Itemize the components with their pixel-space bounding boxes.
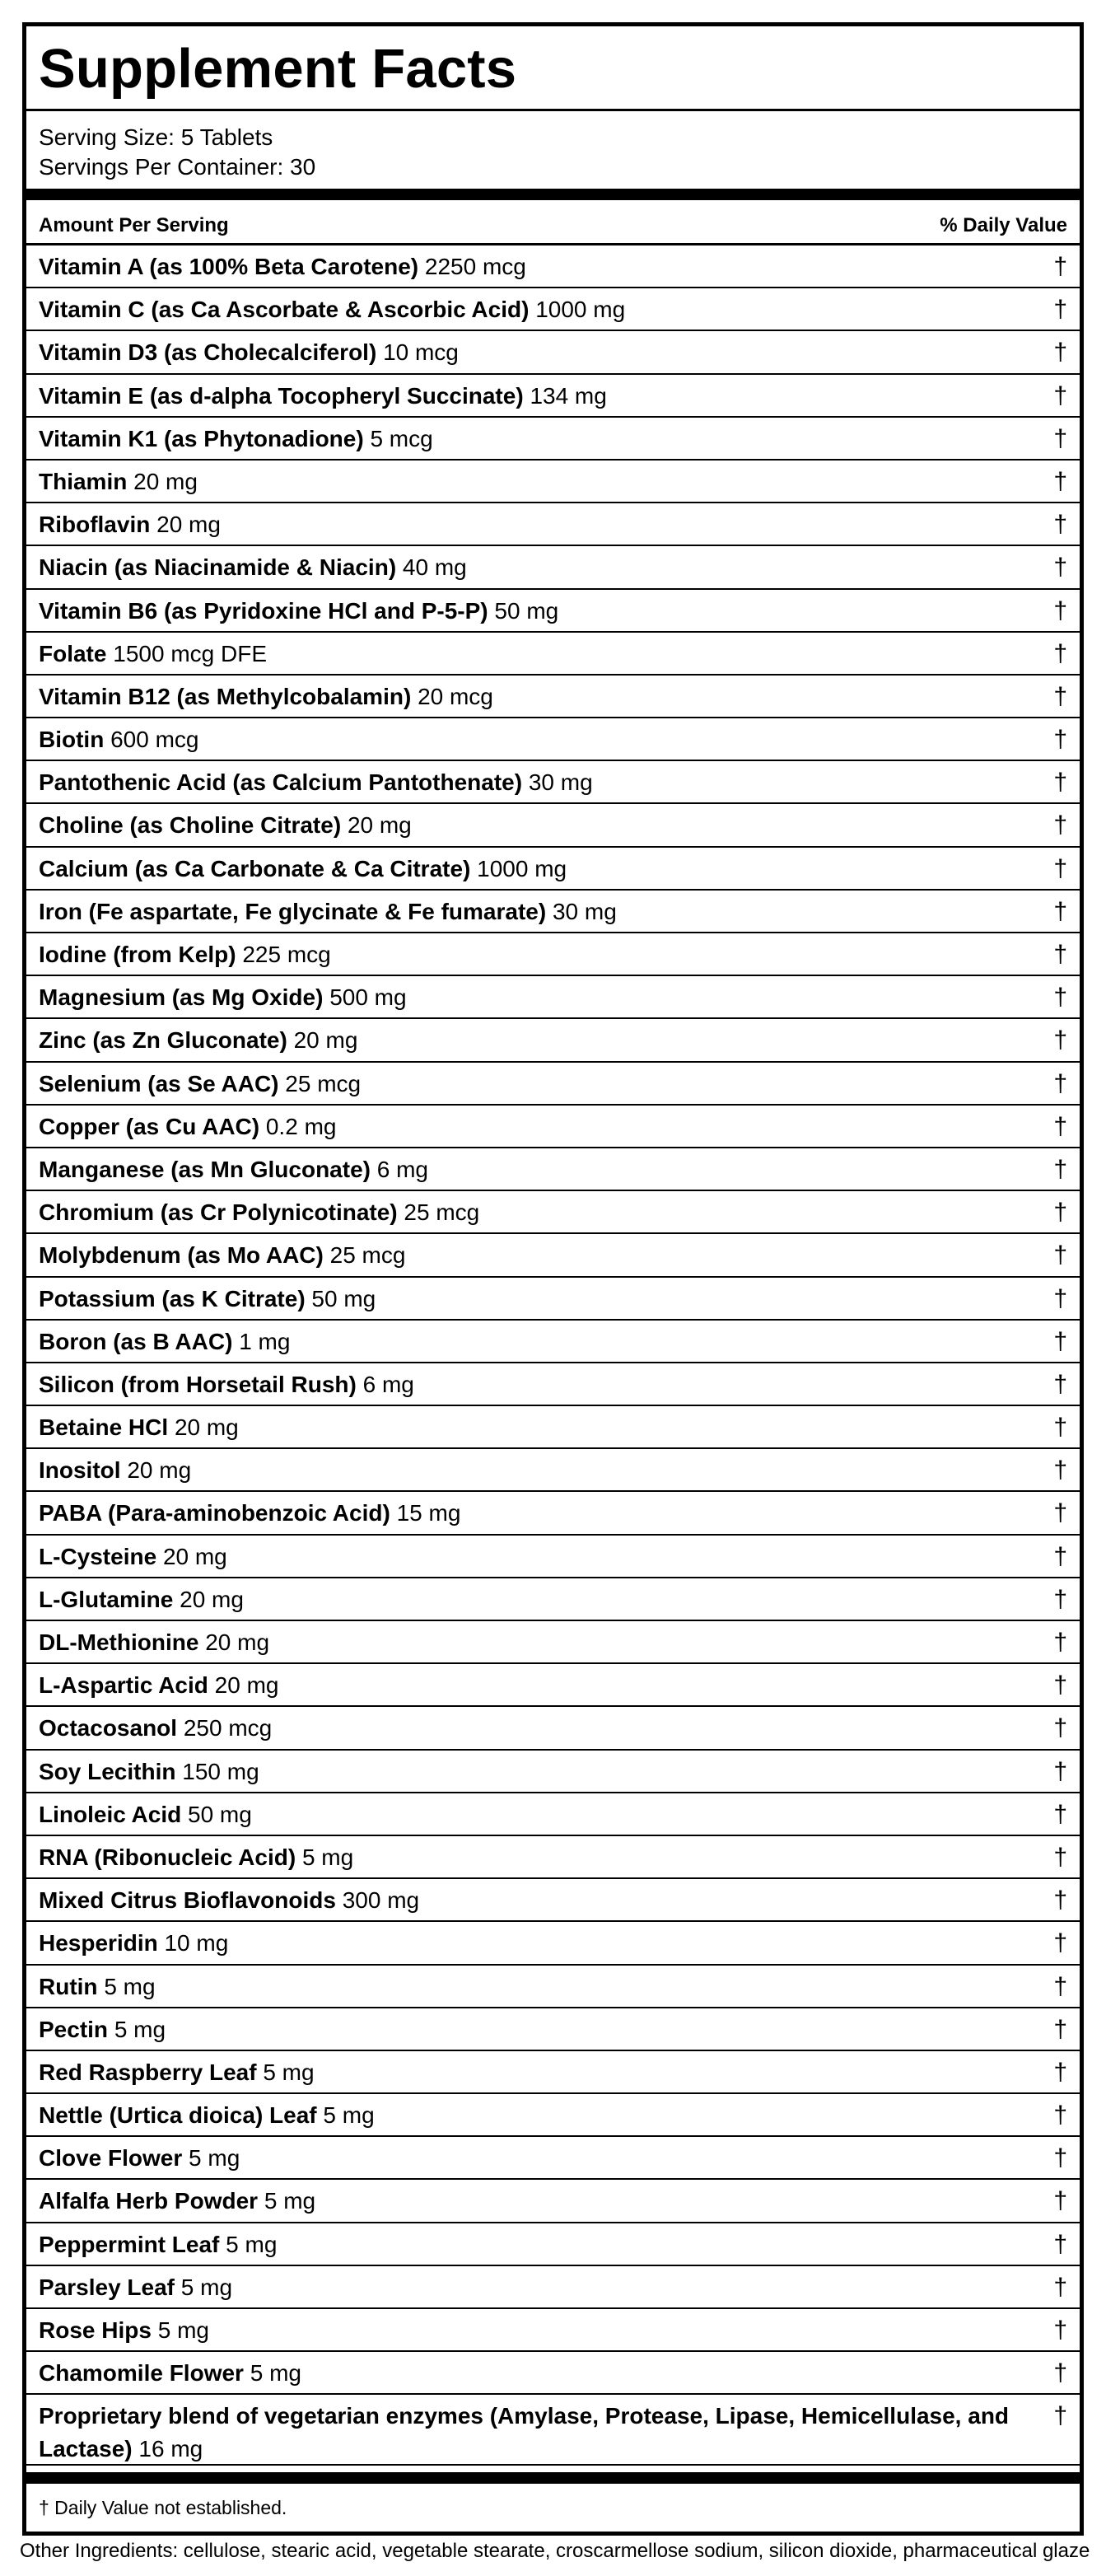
daily-value-dagger: † — [1053, 1069, 1067, 1097]
nutrient-name: Selenium (as Se AAC) — [39, 1070, 279, 1096]
nutrient-name: Octacosanol — [39, 1715, 178, 1741]
nutrient-row — [26, 2223, 1080, 2266]
daily-value-dagger: † — [1053, 1155, 1067, 1183]
nutrient-name: Silicon (from Horsetail Rush) — [39, 1371, 357, 1397]
nutrient-row — [26, 2137, 1080, 2180]
nutrient-amount: 25 mcg — [404, 1199, 480, 1226]
daily-value-dagger: † — [1053, 854, 1067, 882]
nutrient-text — [39, 1191, 479, 1234]
daily-value-dagger: † — [1053, 467, 1067, 495]
daily-value-dagger: † — [1053, 596, 1067, 624]
nutrient-amount: 1000 mg — [477, 855, 567, 881]
nutrient-text — [39, 2223, 277, 2266]
nutrient-text — [39, 503, 221, 546]
nutrient-name: Magnesium (as Mg Oxide) — [39, 984, 324, 1011]
daily-value-dagger: † — [1053, 1112, 1067, 1140]
nutrient-amount: 5 mg — [301, 1844, 354, 1870]
nutrient-text — [39, 1106, 336, 1148]
nutrient-name: Copper (as Cu AAC) — [39, 1113, 260, 1139]
nutrient-row — [26, 933, 1080, 976]
nutrient-row — [26, 1406, 1080, 1449]
nutrient-text — [39, 1234, 405, 1277]
nutrient-amount: 500 mg — [329, 984, 407, 1011]
nutrient-amount: 50 mg — [311, 1285, 376, 1311]
nutrient-amount: 20 mg — [156, 512, 221, 538]
nutrient-text — [39, 1621, 269, 1664]
daily-value-dagger: † — [1053, 2058, 1067, 2086]
nutrient-name: Linoleic Acid — [39, 1801, 182, 1827]
nutrient-amount: 250 mcg — [183, 1715, 273, 1741]
nutrient-name: Molybdenum (as Mo AAC) — [39, 1242, 324, 1269]
nutrient-text — [39, 1063, 361, 1106]
nutrient-amount: 5 mg — [180, 2274, 233, 2300]
daily-value-dagger: † — [1053, 726, 1067, 754]
nutrient-amount: 5 mg — [263, 2059, 315, 2085]
nutrient-amount: 40 mg — [402, 554, 467, 581]
nutrient-text — [39, 2094, 375, 2137]
daily-value-dagger: † — [1053, 1241, 1067, 1269]
nutrient-amount: 15 mg — [396, 1500, 461, 1526]
nutrient-text — [39, 1321, 290, 1363]
daily-value-dagger: † — [1053, 1886, 1067, 1914]
nutrient-name: Choline (as Choline Citrate) — [39, 812, 342, 839]
nutrient-amount: 2250 mcg — [424, 254, 526, 279]
daily-value-dagger: † — [1053, 2402, 1067, 2430]
nutrient-amount: 10 mcg — [383, 339, 459, 366]
daily-value-dagger: † — [1053, 296, 1067, 324]
nutrient-name: Manganese (as Mn Gluconate) — [39, 1156, 371, 1182]
nutrient-name: PABA (Para-aminobenzoic Acid) — [39, 1500, 390, 1526]
nutrient-name: L-Cysteine — [39, 1543, 157, 1569]
nutrient-amount: 0.2 mg — [265, 1113, 337, 1139]
nutrient-amount: 20 mg — [127, 1457, 192, 1484]
nutrient-row — [26, 1707, 1080, 1750]
daily-value-dagger: † — [1053, 2317, 1067, 2344]
nutrient-name: Calcium (as Ca Carbonate & Ca Citrate) — [39, 855, 471, 881]
nutrient-name: Vitamin C (as Ca Ascorbate & Ascorbic Acid) — [39, 297, 530, 323]
nutrient-row — [26, 1019, 1080, 1062]
nutrient-row — [26, 2266, 1080, 2309]
nutrient-row — [26, 331, 1080, 374]
nutrient-text — [39, 1793, 252, 1836]
nutrient-row — [26, 761, 1080, 804]
nutrient-amount: 600 mcg — [110, 727, 199, 753]
nutrient-amount: 6 mg — [376, 1156, 428, 1182]
nutrient-name: L-Aspartic Acid — [39, 1672, 208, 1699]
nutrient-amount: 25 mcg — [329, 1242, 406, 1269]
nutrient-amount: 150 mg — [182, 1758, 259, 1784]
nutrient-name: Peppermint Leaf — [39, 2231, 220, 2257]
nutrient-row — [26, 718, 1080, 761]
other-ingredients: Other Ingredients: cellulose, stearic acid, vegetable stearate, croscarmellose sodium, silicon dioxide, pharmaceutical glaze — [20, 2540, 1090, 2562]
nutrient-row — [26, 1966, 1080, 2008]
nutrient-amount: 5 mg — [323, 2102, 375, 2129]
nutrient-row — [26, 1106, 1080, 1148]
daily-value-dagger: † — [1053, 1972, 1067, 2000]
daily-value-dagger: † — [1053, 1327, 1067, 1355]
nutrient-text — [39, 1578, 244, 1621]
nutrient-text — [39, 2266, 232, 2309]
nutrient-text — [39, 288, 625, 331]
nutrient-text — [39, 1966, 156, 2008]
nutrient-row — [26, 2008, 1080, 2051]
daily-value-dagger: † — [1053, 1199, 1067, 1227]
daily-value-dagger: † — [1053, 2144, 1067, 2172]
nutrient-name: Vitamin B6 (as Pyridoxine HCl and P-5-P) — [39, 597, 488, 624]
daily-value-dagger: † — [1053, 769, 1067, 797]
nutrient-amount: 20 mg — [293, 1027, 358, 1054]
nutrient-name: Potassium (as K Citrate) — [39, 1285, 306, 1311]
nutrient-text — [39, 1278, 376, 1321]
nutrient-text — [39, 2180, 315, 2223]
nutrient-name: Rose Hips — [39, 2317, 152, 2343]
nutrient-row — [26, 245, 1080, 288]
daily-value-dagger: † — [1053, 639, 1067, 667]
nutrient-row — [26, 2180, 1080, 2223]
nutrient-text — [39, 1492, 460, 1535]
daily-value-dagger: † — [1053, 1843, 1067, 1871]
daily-value-dagger: † — [1053, 2187, 1067, 2215]
daily-value-dagger: † — [1053, 1026, 1067, 1054]
nutrient-name: Mixed Citrus Bioflavonoids — [39, 1887, 336, 1914]
nutrient-text — [39, 245, 526, 288]
nutrient-name: Vitamin K1 (as Phytonadione) — [39, 425, 364, 451]
nutrient-text — [39, 1148, 428, 1191]
nutrient-row — [26, 503, 1080, 546]
nutrient-amount: 20 mg — [347, 812, 412, 839]
nutrient-text — [39, 546, 467, 589]
nutrient-name: Riboflavin — [39, 512, 151, 538]
daily-value-dagger: † — [1053, 424, 1067, 452]
nutrient-text — [39, 2137, 240, 2180]
nutrient-row — [26, 2352, 1080, 2395]
daily-value-dagger: † — [1053, 2230, 1067, 2258]
nutrient-row — [26, 1836, 1080, 1879]
nutrient-name: Vitamin B12 (as Methylcobalamin) — [39, 683, 412, 709]
nutrient-name: Chamomile Flower — [39, 2360, 244, 2387]
daily-value-label: % Daily Value — [940, 214, 1067, 236]
nutrient-row — [26, 1148, 1080, 1191]
nutrient-amount: 20 mg — [162, 1543, 227, 1569]
nutrient-amount: 134 mg — [530, 382, 607, 409]
nutrient-row — [26, 2094, 1080, 2137]
nutrient-row — [26, 976, 1080, 1019]
nutrient-amount: 50 mg — [188, 1801, 252, 1827]
daily-value-dagger: † — [1053, 1414, 1067, 1442]
supplement-facts-panel — [22, 22, 1084, 2536]
column-header — [26, 200, 1080, 245]
daily-value-dagger: † — [1053, 2359, 1067, 2387]
nutrient-name: Niacin (as Niacinamide & Niacin) — [39, 554, 397, 581]
daily-value-dagger: † — [1053, 1714, 1067, 1742]
nutrient-text — [39, 891, 617, 933]
nutrient-text — [39, 2008, 166, 2051]
nutrient-name: Proprietary blend of vegetarian enzymes (Amylase, Protease, Lipase, Hemicellulase, and Lactase) — [39, 2403, 1010, 2462]
nutrient-row — [26, 590, 1080, 633]
nutrient-row — [26, 1278, 1080, 1321]
nutrient-amount: 30 mg — [528, 769, 593, 796]
nutrient-row — [26, 1449, 1080, 1492]
nutrient-row — [26, 891, 1080, 933]
daily-value-dagger: † — [1053, 253, 1067, 280]
thick-divider — [26, 189, 1080, 200]
nutrient-row — [26, 2395, 1080, 2466]
nutrient-row — [26, 418, 1080, 461]
divider — [26, 109, 1080, 111]
nutrient-row — [26, 546, 1080, 589]
nutrient-amount: 1500 mcg DFE — [113, 640, 267, 666]
daily-value-dagger: † — [1053, 897, 1067, 925]
daily-value-dagger: † — [1053, 511, 1067, 539]
nutrient-amount: 30 mg — [552, 898, 617, 924]
nutrient-text — [39, 2352, 301, 2395]
nutrient-name: Iodine (from Kelp) — [39, 942, 236, 967]
nutrient-row — [26, 1664, 1080, 1707]
daily-value-dagger: † — [1053, 1456, 1067, 1484]
nutrient-amount: 225 mcg — [242, 942, 331, 967]
nutrient-row — [26, 1751, 1080, 1793]
nutrient-row — [26, 804, 1080, 847]
daily-value-dagger: † — [1053, 2101, 1067, 2130]
nutrient-row — [26, 461, 1080, 503]
nutrient-amount: 300 mg — [342, 1887, 420, 1914]
nutrient-text — [39, 375, 607, 418]
nutrient-text — [39, 633, 267, 676]
nutrient-amount: 16 mg — [138, 2436, 203, 2462]
daily-value-dagger: † — [1053, 1370, 1067, 1398]
daily-value-dagger: † — [1053, 1585, 1067, 1613]
daily-value-dagger: † — [1053, 1499, 1067, 1527]
nutrient-name: Soy Lecithin — [39, 1758, 176, 1784]
nutrient-row — [26, 848, 1080, 891]
nutrient-text — [39, 1363, 414, 1406]
nutrient-row — [26, 1063, 1080, 1106]
panel-title: Supplement Facts — [39, 38, 517, 100]
nutrient-text — [39, 418, 433, 461]
nutrient-name: Vitamin E (as d-alpha Tocopheryl Succinate) — [39, 382, 524, 409]
daily-value-dagger: † — [1053, 554, 1067, 582]
nutrient-row — [26, 1922, 1080, 1965]
nutrient-name: Pantothenic Acid (as Calcium Pantothenate) — [39, 769, 523, 796]
nutrient-row — [26, 1234, 1080, 1277]
nutrient-name: Betaine HCl — [39, 1414, 169, 1441]
nutrient-row — [26, 375, 1080, 418]
nutrient-name: Rutin — [39, 1973, 98, 1999]
nutrient-amount: 20 mcg — [418, 683, 493, 709]
nutrient-amount: 10 mg — [164, 1930, 229, 1957]
nutrient-row — [26, 2051, 1080, 2094]
nutrient-name: Iron (Fe aspartate, Fe glycinate & Fe fumarate) — [39, 898, 547, 924]
nutrient-text — [39, 933, 331, 976]
nutrient-text — [39, 1836, 353, 1879]
nutrient-text — [39, 1406, 239, 1449]
nutrient-amount: 5 mg — [264, 2188, 316, 2214]
nutrient-text — [39, 2309, 209, 2352]
nutrient-amount: 1000 mg — [535, 297, 626, 323]
nutrient-text — [39, 1751, 259, 1793]
nutrient-row — [26, 1492, 1080, 1535]
nutrient-row — [26, 676, 1080, 718]
nutrient-name: DL-Methionine — [39, 1629, 199, 1655]
nutrient-row — [26, 288, 1080, 331]
nutrient-amount: 25 mcg — [285, 1070, 362, 1096]
servings-per-container: Servings Per Container: 30 — [39, 154, 316, 180]
nutrient-amount: 20 mg — [214, 1672, 279, 1699]
nutrient-amount: 20 mg — [205, 1629, 270, 1655]
nutrient-amount: 5 mg — [114, 2016, 166, 2042]
nutrient-row — [26, 1191, 1080, 1234]
nutrient-row — [26, 1321, 1080, 1363]
nutrient-text — [39, 1449, 191, 1492]
nutrient-text — [39, 761, 593, 804]
nutrient-name: Pectin — [39, 2016, 109, 2042]
nutrient-name: Inositol — [39, 1457, 121, 1484]
nutrient-name: RNA (Ribonucleic Acid) — [39, 1844, 296, 1870]
footnote: † Daily Value not established. — [39, 2497, 287, 2519]
daily-value-dagger: † — [1053, 2273, 1067, 2301]
nutrient-text — [39, 676, 493, 718]
nutrient-text — [39, 1536, 227, 1578]
nutrient-text — [39, 331, 459, 374]
daily-value-dagger: † — [1053, 2015, 1067, 2043]
nutrient-text — [39, 976, 407, 1019]
nutrient-name: Parsley Leaf — [39, 2274, 175, 2300]
nutrient-amount: 1 mg — [239, 1328, 291, 1354]
nutrient-name: Chromium (as Cr Polynicotinate) — [39, 1199, 398, 1226]
nutrient-name: Hesperidin — [39, 1930, 158, 1957]
nutrient-name: L-Glutamine — [39, 1586, 174, 1612]
nutrient-amount: 5 mg — [189, 2145, 240, 2172]
daily-value-dagger: † — [1053, 1929, 1067, 1957]
daily-value-dagger: † — [1053, 984, 1067, 1012]
nutrient-row — [26, 1879, 1080, 1922]
nutrient-amount: 20 mg — [174, 1414, 239, 1441]
nutrient-name: Biotin — [39, 727, 105, 753]
nutrient-text — [39, 2051, 315, 2094]
daily-value-dagger: † — [1053, 1757, 1067, 1785]
nutrient-text — [39, 1707, 272, 1750]
serving-size: Serving Size: 5 Tablets — [39, 124, 273, 150]
nutrient-name: Thiamin — [39, 468, 128, 494]
nutrient-name: Red Raspberry Leaf — [39, 2059, 257, 2085]
daily-value-dagger: † — [1053, 941, 1067, 968]
nutrient-amount: 5 mcg — [370, 425, 433, 451]
daily-value-dagger: † — [1053, 1284, 1067, 1312]
nutrient-text — [39, 2400, 1027, 2466]
nutrient-row — [26, 1363, 1080, 1406]
nutrient-amount: 5 mg — [157, 2317, 209, 2343]
daily-value-dagger: † — [1053, 811, 1067, 839]
nutrient-text — [39, 804, 412, 847]
nutrient-amount: 5 mg — [104, 1973, 156, 1999]
nutrient-row — [26, 1621, 1080, 1664]
nutrient-amount: 6 mg — [362, 1371, 414, 1397]
daily-value-dagger: † — [1053, 1671, 1067, 1699]
nutrient-row — [26, 1793, 1080, 1836]
nutrient-name: Alfalfa Herb Powder — [39, 2188, 259, 2214]
nutrient-name: Vitamin A (as 100% Beta Carotene) — [39, 254, 419, 279]
nutrient-amount: 20 mg — [133, 468, 198, 494]
amount-per-serving-label: Amount Per Serving — [39, 214, 229, 236]
daily-value-dagger: † — [1053, 1629, 1067, 1656]
nutrient-name: Nettle (Urtica dioica) Leaf — [39, 2102, 317, 2129]
nutrient-text — [39, 1019, 357, 1062]
nutrient-text — [39, 848, 567, 891]
nutrient-name: Zinc (as Zn Gluconate) — [39, 1027, 287, 1054]
nutrient-row — [26, 2309, 1080, 2352]
nutrient-text — [39, 1664, 279, 1707]
nutrient-amount: 5 mg — [250, 2360, 301, 2387]
thick-divider — [26, 2472, 1080, 2484]
nutrient-list — [26, 245, 1080, 2466]
nutrient-text — [39, 1879, 419, 1922]
daily-value-dagger: † — [1053, 1542, 1067, 1570]
nutrient-name: Boron (as B AAC) — [39, 1328, 233, 1354]
nutrient-text — [39, 718, 199, 761]
daily-value-dagger: † — [1053, 339, 1067, 367]
daily-value-dagger: † — [1053, 682, 1067, 710]
nutrient-text — [39, 1922, 228, 1965]
nutrient-amount: 50 mg — [494, 597, 559, 624]
nutrient-text — [39, 590, 558, 633]
nutrient-amount: 5 mg — [226, 2231, 278, 2257]
daily-value-dagger: † — [1053, 1800, 1067, 1828]
nutrient-row — [26, 1536, 1080, 1578]
nutrient-text — [39, 461, 198, 503]
nutrient-amount: 20 mg — [180, 1586, 244, 1612]
nutrient-row — [26, 1578, 1080, 1621]
nutrient-name: Clove Flower — [39, 2145, 183, 2172]
nutrient-name: Folate — [39, 640, 107, 666]
nutrient-name: Vitamin D3 (as Cholecalciferol) — [39, 339, 377, 366]
daily-value-dagger: † — [1053, 381, 1067, 409]
nutrient-row — [26, 633, 1080, 676]
